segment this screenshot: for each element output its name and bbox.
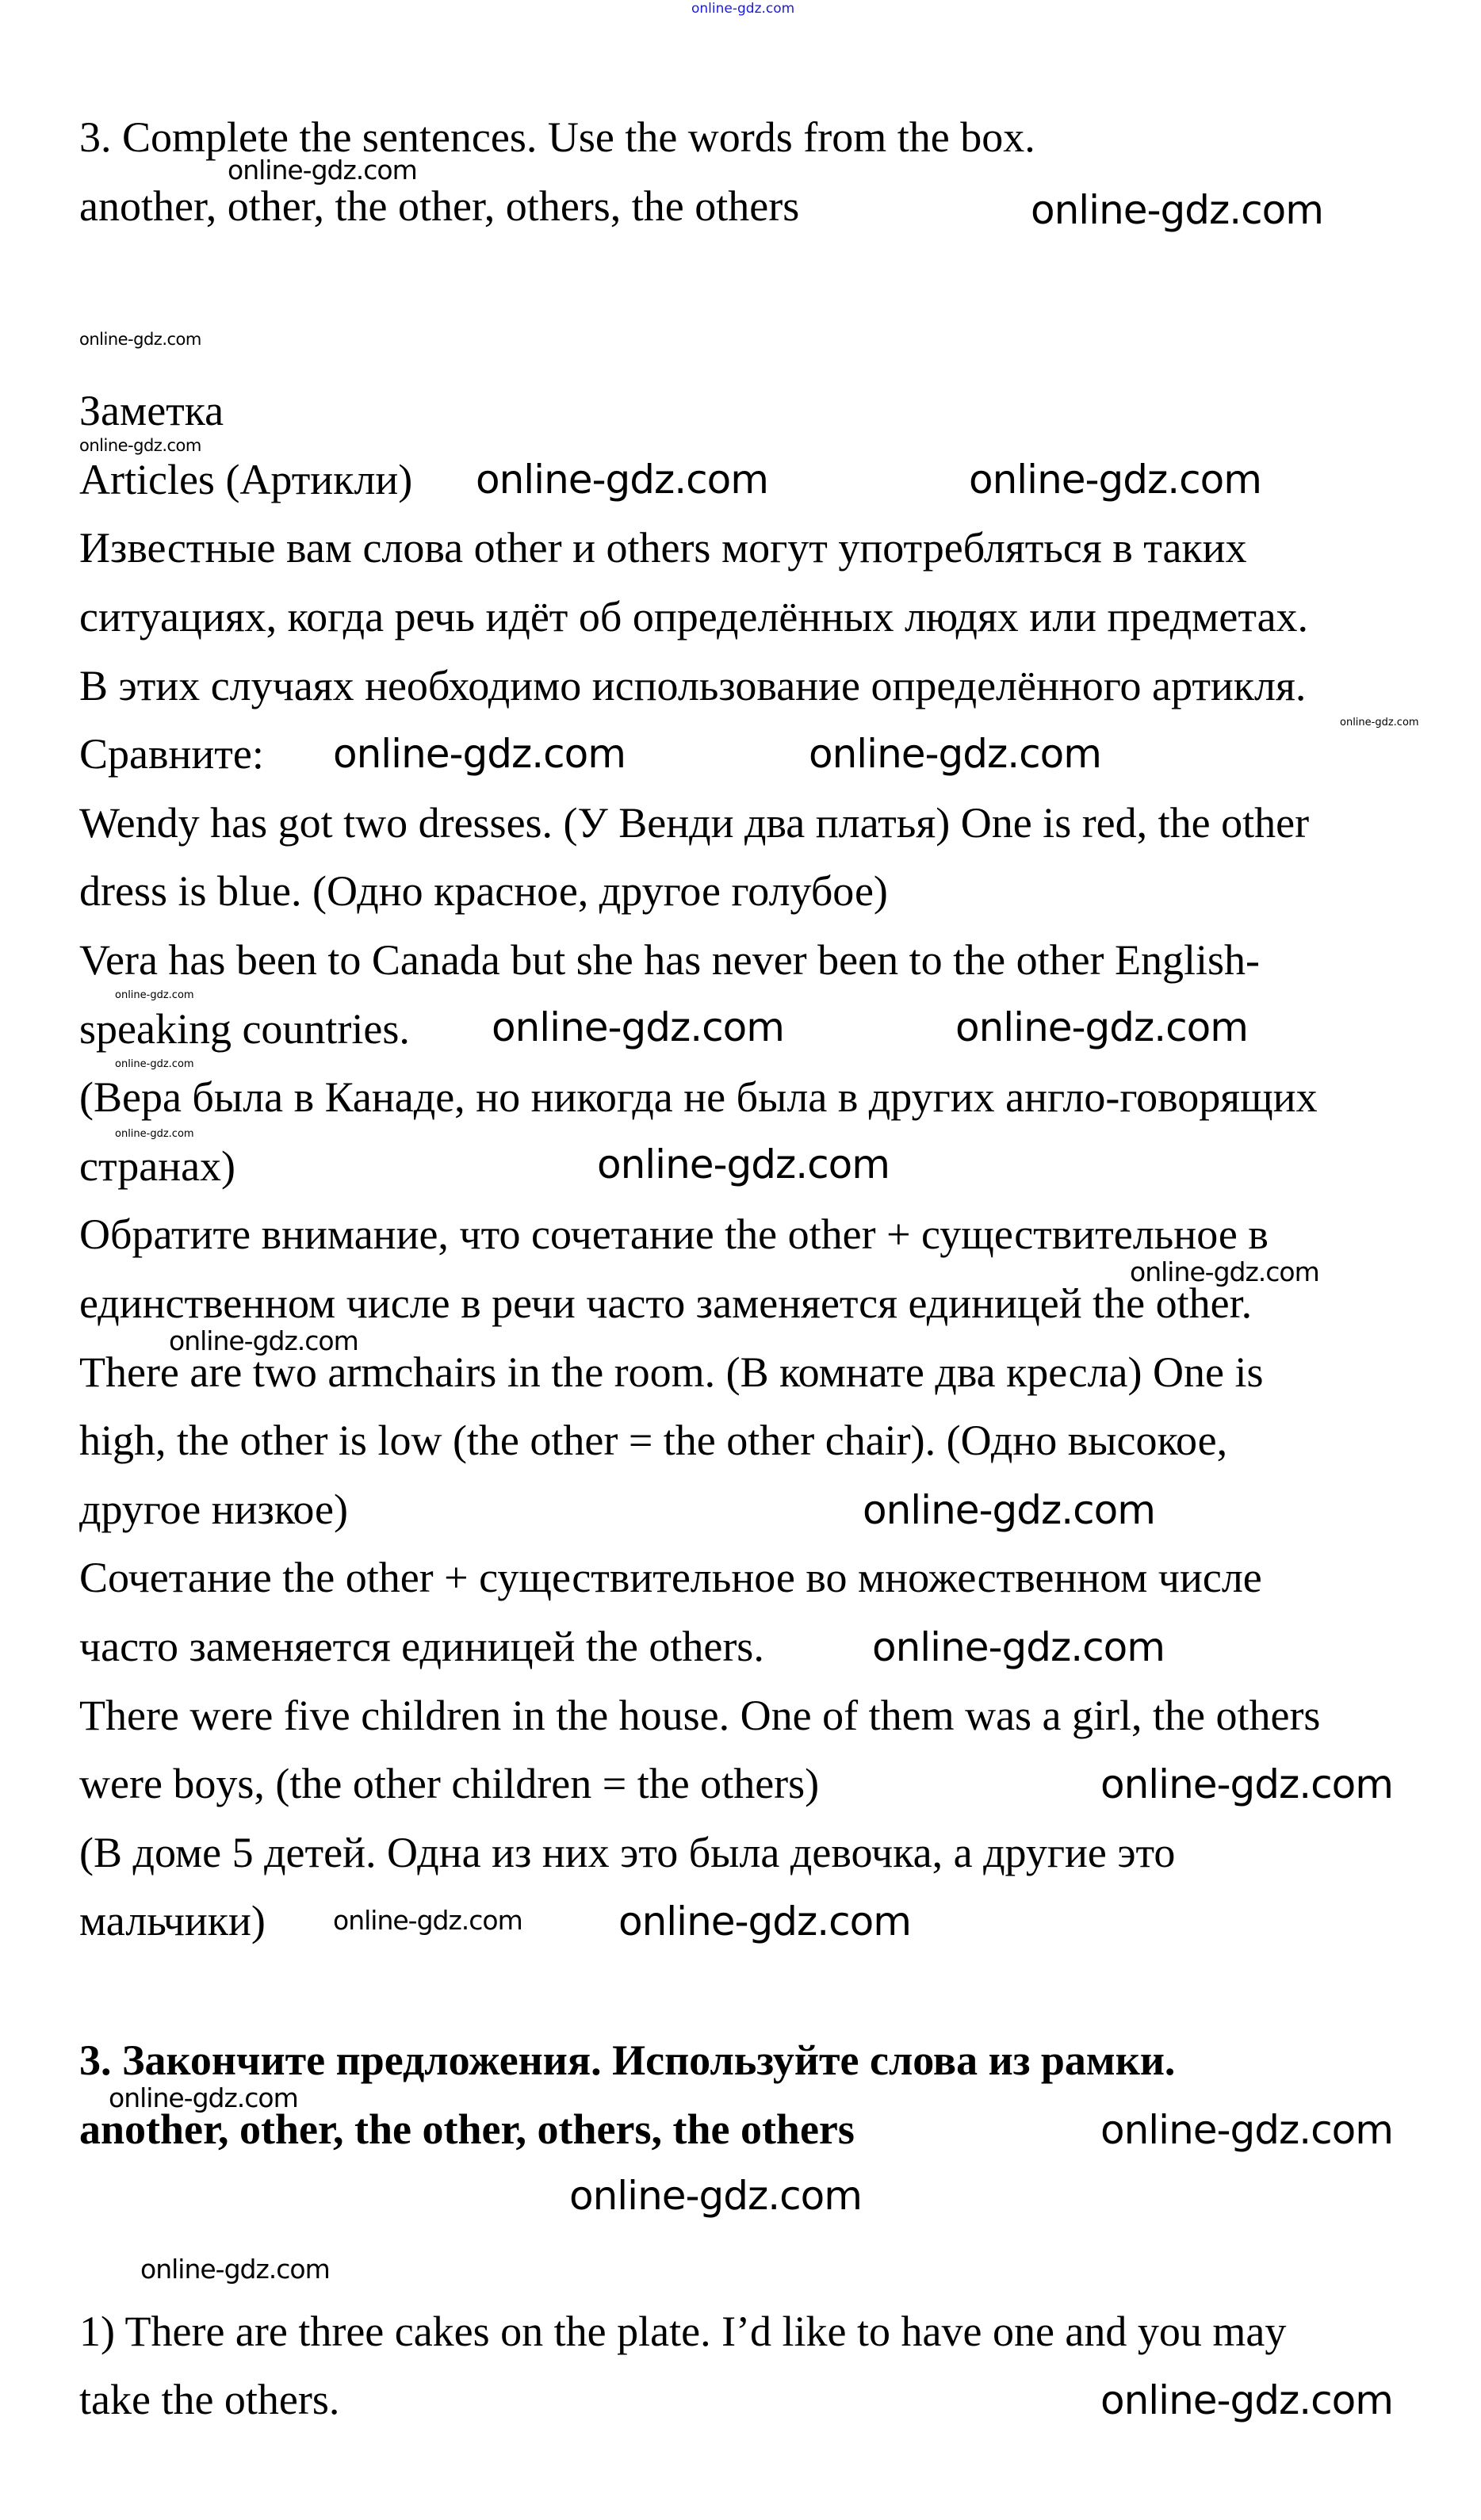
watermark: online-gdz.com [79, 330, 201, 349]
watermark: online-gdz.com [955, 1004, 1248, 1050]
watermark: online-gdz.com [809, 731, 1101, 777]
header-watermark: online-gdz.com [691, 1, 795, 17]
watermark: online-gdz.com [597, 1141, 890, 1187]
note-line: Wendy has got two dresses. (У Венди два платья) One is red, the other [79, 799, 1310, 847]
watermark: online-gdz.com [1031, 187, 1323, 233]
watermark: online-gdz.com [1340, 717, 1419, 728]
watermark: online-gdz.com [969, 457, 1261, 503]
watermark: online-gdz.com [618, 1899, 911, 1944]
note-line: were boys, (the other children = the others) [79, 1760, 820, 1807]
note-line: часто заменяется единицей the others. [79, 1623, 764, 1670]
note-line: speaking countries. [79, 1005, 410, 1053]
note-line: There are two armchairs in the room. (В комнате два кресла) One is [79, 1348, 1264, 1396]
answer-line: 1) There are three cakes on the plate. I’d like to have one and you may [79, 2308, 1287, 2355]
watermark: online-gdz.com [109, 2082, 298, 2113]
note-line: Vera has been to Canada but she has never been to the other English- [79, 936, 1261, 984]
watermark: online-gdz.com [1100, 2107, 1393, 2153]
answer-line: take the others. [79, 2376, 340, 2423]
note-line: (Вера была в Канаде, но никогда не была в других англо-говорящих [79, 1073, 1318, 1121]
note-line: dress is blue. (Одно красное, другое голубое) [79, 867, 888, 915]
note-line: другое низкое) [79, 1486, 348, 1533]
watermark: online-gdz.com [492, 1004, 784, 1050]
note-line: (В доме 5 детей. Одна из них это была девочка, а другие это [79, 1829, 1176, 1876]
task-words-ru: another, other, the other, others, the others [79, 2105, 855, 2153]
watermark: online-gdz.com [140, 2254, 330, 2285]
watermark: online-gdz.com [569, 2173, 862, 2219]
note-line: Сравните: [79, 730, 264, 778]
task-words-en: another, other, the other, others, the others [79, 182, 800, 230]
note-line: странах) [79, 1142, 236, 1190]
watermark: online-gdz.com [115, 1058, 194, 1070]
note-line: единственном числе в речи часто заменяется единицей the other. [79, 1279, 1253, 1327]
watermark: online-gdz.com [872, 1624, 1165, 1670]
watermark: online-gdz.com [1100, 2377, 1393, 2423]
watermark: online-gdz.com [333, 731, 626, 777]
watermark: online-gdz.com [169, 1325, 358, 1356]
watermark: online-gdz.com [1130, 1256, 1319, 1287]
note-line: ситуациях, когда речь идёт об определённых людях или предметах. [79, 593, 1309, 641]
watermark: online-gdz.com [228, 155, 417, 185]
watermark: online-gdz.com [476, 457, 768, 503]
watermark: online-gdz.com [333, 1905, 522, 1936]
note-line: Известные вам слова other и others могут употребляться в таких [79, 524, 1247, 572]
watermark: online-gdz.com [115, 1128, 194, 1140]
task-title-ru: 3. Закончите предложения. Используйте слова из рамки. [79, 2036, 1176, 2084]
watermark: online-gdz.com [863, 1487, 1155, 1533]
note-subheading: Articles (Артикли) [79, 456, 413, 503]
watermark: online-gdz.com [115, 989, 194, 1001]
note-line: high, the other is low (the other = the other chair). (Одно высокое, [79, 1417, 1228, 1464]
task-title-en: 3. Complete the sentences. Use the words from the box. [79, 113, 1035, 161]
watermark: online-gdz.com [1100, 1761, 1393, 1807]
note-line: Сочетание the other + существительное во множественном числе [79, 1554, 1262, 1601]
note-line: Обратите внимание, что сочетание the other + существительное в [79, 1210, 1269, 1258]
note-line: В этих случаях необходимо использование определённого артикля. [79, 662, 1307, 709]
note-line: мальчики) [79, 1897, 266, 1944]
watermark: online-gdz.com [79, 436, 201, 455]
note-heading: Заметка [79, 387, 224, 434]
note-line: There were five children in the house. One of them was a girl, the others [79, 1692, 1321, 1739]
